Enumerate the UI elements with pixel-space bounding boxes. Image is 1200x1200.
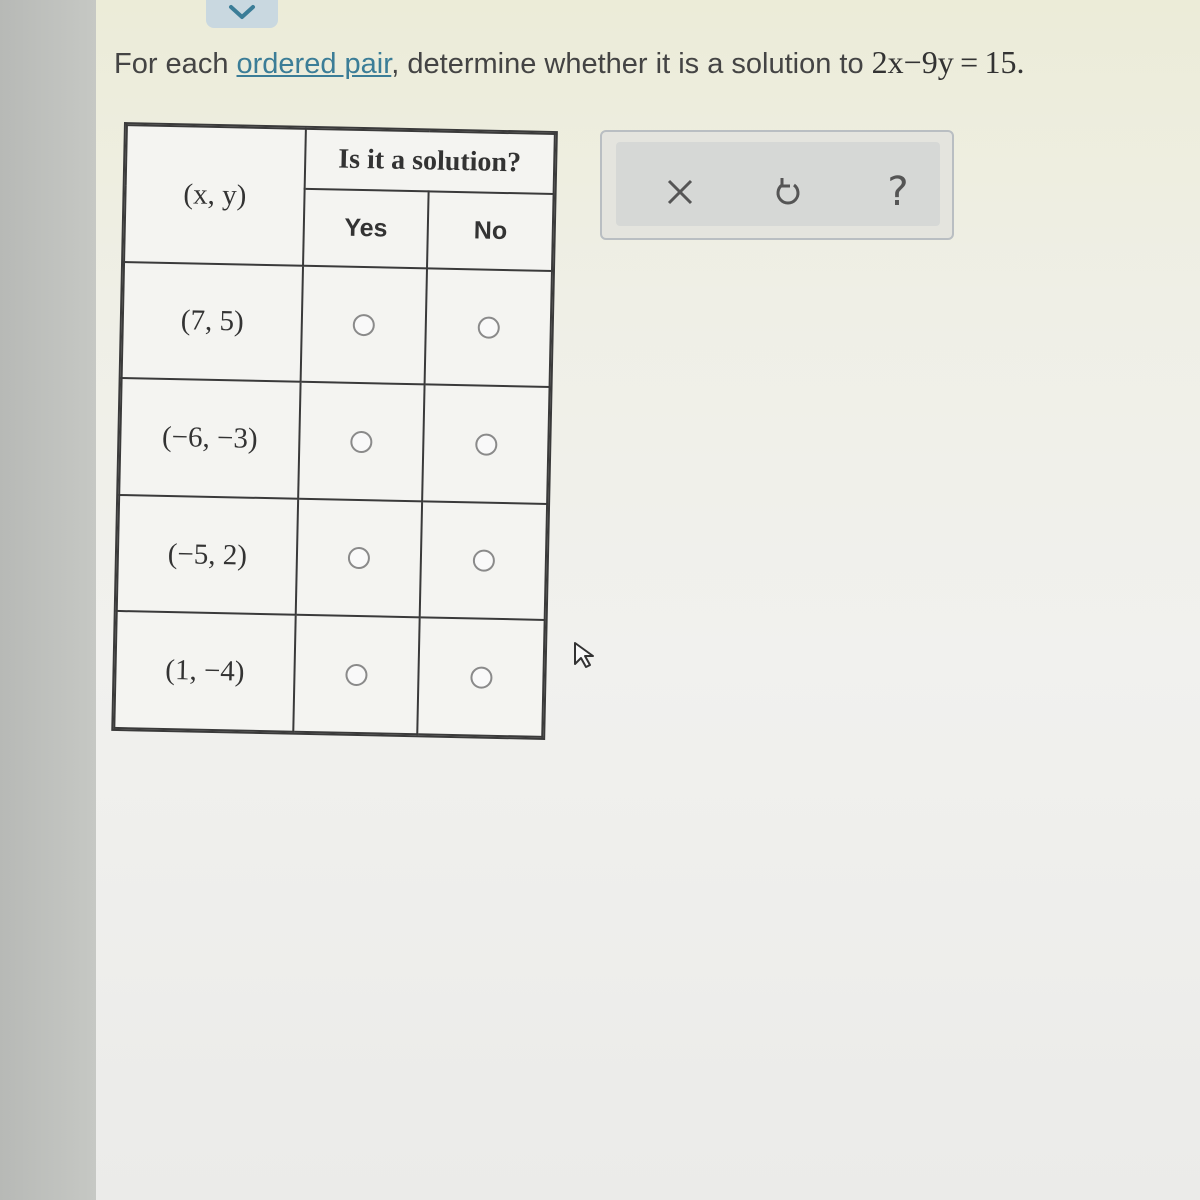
answer-toolbar — [600, 130, 954, 240]
yes-radio-cell — [296, 499, 423, 618]
yes-radio[interactable] — [345, 663, 367, 685]
no-radio[interactable] — [470, 666, 492, 688]
undo-icon — [773, 175, 803, 209]
no-radio[interactable] — [475, 433, 497, 455]
is-solution-header: Is it a solution? — [304, 129, 554, 195]
yes-radio[interactable] — [350, 430, 372, 452]
monitor-bezel — [0, 0, 96, 1200]
question-panel — [96, 0, 1200, 1200]
ordered-pair-cell: (−6, −3) — [119, 378, 300, 498]
mouse-pointer — [572, 640, 598, 675]
table-row — [119, 378, 549, 504]
help-icon: ? — [887, 169, 909, 215]
question-prompt — [114, 44, 1025, 81]
table-row — [114, 611, 544, 737]
yes-radio-cell — [293, 615, 420, 734]
ordered-pair-cell: (7, 5) — [122, 262, 303, 382]
clear-button[interactable] — [660, 172, 700, 212]
no-column-header: No — [427, 192, 553, 271]
no-radio-cell — [418, 618, 545, 737]
no-radio[interactable] — [472, 550, 494, 572]
close-icon — [665, 177, 695, 207]
toolbar-inner — [616, 142, 940, 226]
help-button[interactable] — [878, 169, 918, 215]
equation: 2x−9y = 15. — [871, 44, 1025, 80]
table-row — [117, 495, 547, 621]
yes-radio[interactable] — [348, 547, 370, 569]
yes-radio-cell — [298, 382, 425, 501]
yes-radio[interactable] — [353, 314, 375, 336]
yes-radio-cell — [300, 265, 427, 384]
chevron-down-icon — [227, 4, 257, 20]
ordered-pair-link[interactable]: ordered pair — [236, 48, 392, 80]
prompt-text-end: , determine whether it is a solution to — [391, 48, 872, 80]
undo-button[interactable] — [768, 172, 808, 212]
ordered-pair-cell: (1, −4) — [114, 611, 295, 731]
xy-header: (x, y) — [124, 125, 306, 265]
collapse-button[interactable] — [206, 0, 278, 28]
no-radio-cell — [423, 385, 550, 504]
no-radio-cell — [420, 501, 547, 620]
pointer-icon — [572, 640, 598, 670]
no-radio-cell — [425, 268, 552, 387]
ordered-pair-cell: (−5, 2) — [117, 495, 298, 615]
solution-table — [111, 122, 558, 740]
no-radio[interactable] — [477, 316, 499, 338]
table-row — [122, 262, 552, 388]
yes-column-header: Yes — [303, 189, 429, 268]
prompt-text-start: For each — [114, 48, 237, 80]
